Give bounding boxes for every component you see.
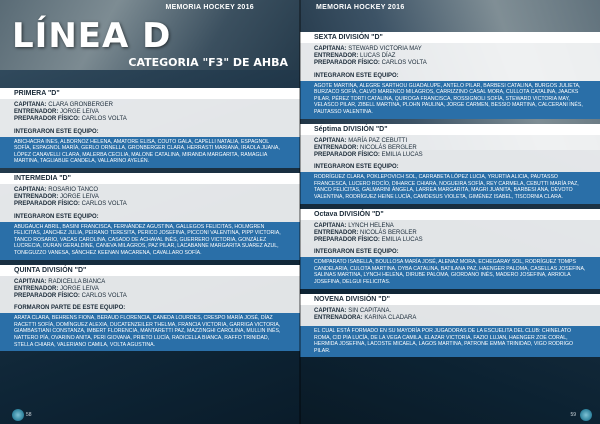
team-label: INTEGRARON ESTE EQUIPO: — [300, 163, 600, 172]
club-logo-icon — [580, 409, 592, 421]
staff-block — [0, 276, 300, 305]
team-list: RODRÍGUEZ CLARA, POKLEPOVICH SOL, CARRABETA LÓPEZ LUCIA, YRURTIA ALICIA, PAUTASSO FRANCESCA, LUCERO ROCÍO, DIHARCE CHIARA, NOGUEIRA SOFÍA, REY CARMELA, CEBUTTI MARÍA PAZ, TANCO FELICITAS, GALMARINI ÁNGELA, LARREA MARGARITA, MAGRI JUANITA, BARBESI ANA, DEVOTO VALENTINA, RODRÍGUEZ HEINE LUCÍA, CAMDESUS VIOLETA, GIMÉNEZ ISABEL, TISCORNIA CLARA. — [300, 172, 600, 203]
page-number: 58 — [26, 412, 32, 418]
staff-row: PREPARADOR FÍSICO: EMILIA LUCAS — [314, 236, 423, 243]
staff-row: PREPARADOR FÍSICO: EMILIA LUCAS — [314, 151, 423, 158]
right-content — [300, 32, 600, 357]
staff-block — [0, 184, 300, 213]
staff-row: CAPITANA: LYNCH HELENA — [314, 222, 394, 229]
section-heading: Octava DIVISIÓN "D" — [300, 209, 600, 220]
team-label: INTEGRARON ESTE EQUIPO: — [300, 248, 600, 257]
staff-row: PREPARADOR FÍSICO: CARLOS VOLTA — [314, 60, 427, 67]
running-head: MEMORIA HOCKEY 2016 — [165, 4, 254, 11]
section-heading: Séptima DIVISIÓN "D" — [300, 124, 600, 135]
staff-block — [300, 305, 600, 326]
section-novena — [300, 294, 600, 358]
staff-row: CAPITANA: SIN CAPITANA. — [314, 307, 392, 314]
section-octava — [300, 209, 600, 289]
section-heading: NOVENA DIVISIÓN "D" — [300, 294, 600, 305]
team-label: FORMARON PARTE DE ESTE EQUIPO: — [0, 304, 300, 313]
staff-row: ENTRENADOR: JORGE LEIVA — [14, 194, 99, 201]
staff-row: ENTRENADOR: NICOLÁS BERGLER — [314, 144, 417, 151]
section-quinta — [0, 265, 300, 352]
team-list: AGOTE MARTINA, ALEGRE SARTHOU GUADALUPE, ANTELO PILAR, BARBESI CATALINA, BURGOS JULIETA, BURZACO SOFÍA, CALVO MARENCO MILAGROS, CARRIZZINO CASAL MORA, CULLOTA CATALINA, JAACKS PILAR, PÉREZ TORTI CATALINA, QUIROGA FRANCISCA, ROSSIGNOLI SOFÍA, STEWARD VICTORIA MAY, VELASCO PILAR, ZIBELL MARTINA, PLOHN PAULINA, JORGE CARMEN, BESSIO MARTINA, CALCERANI INÉS, PAUTASSO VALENTINA. — [300, 81, 600, 119]
club-logo-icon — [12, 409, 24, 421]
staff-row: PREPARADOR FÍSICO: CARLOS VOLTA — [14, 201, 127, 208]
staff-block — [0, 99, 300, 128]
staff-row: ENTRENADOR: LUCAS DÍAZ — [314, 53, 396, 60]
staff-row: PREPARADOR FÍSICO: CARLOS VOLTA — [14, 116, 127, 123]
staff-block — [300, 220, 600, 249]
section-heading: QUINTA DIVISIÓN "D" — [0, 265, 300, 276]
staff-row: ENTRENADOR: JORGE LEIVA — [14, 285, 99, 292]
section-heading: PRIMERA "D" — [0, 88, 300, 99]
section-heading: SEXTA DIVISIÓN "D" — [300, 32, 600, 43]
section-septima — [300, 124, 600, 204]
section-sexta — [300, 32, 600, 119]
staff-row: CAPITANA: RADICELLA BIANCA — [14, 278, 106, 285]
left-content — [0, 88, 300, 351]
page-number: 59 — [570, 412, 576, 418]
staff-row: CAPITANA: STEWARD VICTORIA MAY — [314, 46, 422, 52]
staff-row: ENTRENADOR: NICOLÁS BERGLER — [314, 229, 417, 236]
section-intermedia — [0, 173, 300, 260]
page-title: LÍNEA D — [12, 16, 172, 56]
staff-row: ENTRENADORA: KARINA CLADARA — [314, 314, 417, 321]
staff-row: CAPITANA: CLARA GRONBERGER — [14, 102, 113, 108]
section-primera — [0, 88, 300, 168]
staff-row: ENTRENADOR: JORGE LEIVA — [14, 109, 99, 116]
right-page — [300, 0, 600, 424]
staff-row: CAPITANA: ROSARIO TANCO — [14, 186, 99, 193]
staff-row: PREPARADOR FÍSICO: CARLOS VOLTA — [14, 292, 127, 299]
running-head: MEMORIA HOCKEY 2016 — [316, 4, 405, 11]
page-fold — [299, 0, 301, 424]
staff-block — [300, 43, 600, 72]
team-list: COMPARATO ISABELLA, BOULLOSA MARÍA JOSÉ, ALENAZ MORA, ECHEGARAY SOL, RODRÍGUEZ TOMPS CANDELARIA, CULOTA MARTINA, DYBA CATALINA, BATILANA PAZ, HAENGER PALOMA, CASELLAS JOSEFINA, SALINAS MARTINA, LYNCH HELENA, DIRUBE PALOMA, GIORDANO INÉS, MADERO JOSEFINA, ARRIOLA JOSEFINA, DELGUI FELICITAS. — [300, 257, 600, 288]
team-label: INTEGRARON ESTE EQUIPO: — [300, 72, 600, 81]
staff-row: CAPITANA: MARÍA PAZ CEBUTTI — [314, 137, 408, 144]
team-label: INTEGRARON ESTE EQUIPO: — [0, 128, 300, 137]
staff-block — [300, 135, 600, 164]
team-list: EL CUAL ESTÁ FORMADO EN SU MAYORÍA POR JUGADORAS DE LA ESCUELITA DEL CLUB: CHINELATO ROMA, CID PIA LUCÍA, DE LA VEGA CAMILA, ELAZAR VICTORIA, FAZIO LUJAN, HAENGER ZOE CORAL, HERMIDA JOSEFINA, LACOSTE MICAELA, LAGOS MARTINA, PATRONE EMMA TRINIDAD, VIGO RODRIGO PILAR. — [300, 326, 600, 357]
team-list: ARATA CLARA, BEHRENS FIONA, BERAUD FLORENCIA, CANEDA LOURDES, CRESPO MARÍA JOSÉ, DÍAZ RACETTI SOFÍA, DOMÍNGUEZ ALEXIA, DUCATENZEILER THELMA, FRANCIA VICTORIA, GARRIGA VICTORIA, GIAMBASTIANI CONSTANZA, IMBERT FLORENCIA, MANTARETTI PAZ, MAZZINGHI CAROLINA, MULLIN INÉS, NATTERO PÍA, OVARINO ANITA, PERI GIOVANA, PRIETO LUCÍA, RADICELLA BIANCA, RAFFO TRINIDAD, STELLA CHIARA, VALERIANO CAMILA, VOLTA AGUSTINA. — [0, 313, 300, 351]
section-heading: INTERMEDIA "D" — [0, 173, 300, 184]
team-list: ABUGAUCH ABRIL, BASINI FRANCISCA, FERNÁNDEZ AGUSTINA, GALLEGOS FELICITAS, HOLMGREN FELICITAS, JANCHEZ JULIA, PEIRANO TERESITA, PERICO JOSEFINA, PICCONI VALENTINA, PIPP VICTORIA, TANCO ROSARIO, VACAS CAROLINA, CASADO DE ACHAVAL INÉS, GUERRERO VICTORIA, GONZÁLEZ LUCRECIA, DURAN GERALDINE, CANEVA MILAGROS, PAZ PILAR, LACABANNE MARGARITA SUAREZ AZUL, TONEGUZZO VANESA, SÁNCHEZ KEENAN MACARENA, CAVALLARO SOFÍA. — [0, 222, 300, 260]
team-list: ABICHACRA INES, ALBORNOZ HELENA, AMATORE ELISA, COUTO GALA, CAPELLI NATALIA, ESPAGNOL SOFÍA, ESPAGNOL MARÍA, GERLO ORNELLA, GRONBERGER CLARA, HERRASTI MARIANA, IRAOLA JUANA, LÓPEZ CANAVELLI CLARA, MALERBA CECILIA, MALONE CATALINA, MIRANDA MARGARITA, RAMAGLIA MARTINA, TAGLIABUE CANDELA, VALLARINO AYELÉN. — [0, 137, 300, 168]
team-label: INTEGRARON ESTE EQUIPO: — [0, 213, 300, 222]
category-subtitle: CATEGORIA "F3" DE AHBA — [128, 56, 288, 69]
